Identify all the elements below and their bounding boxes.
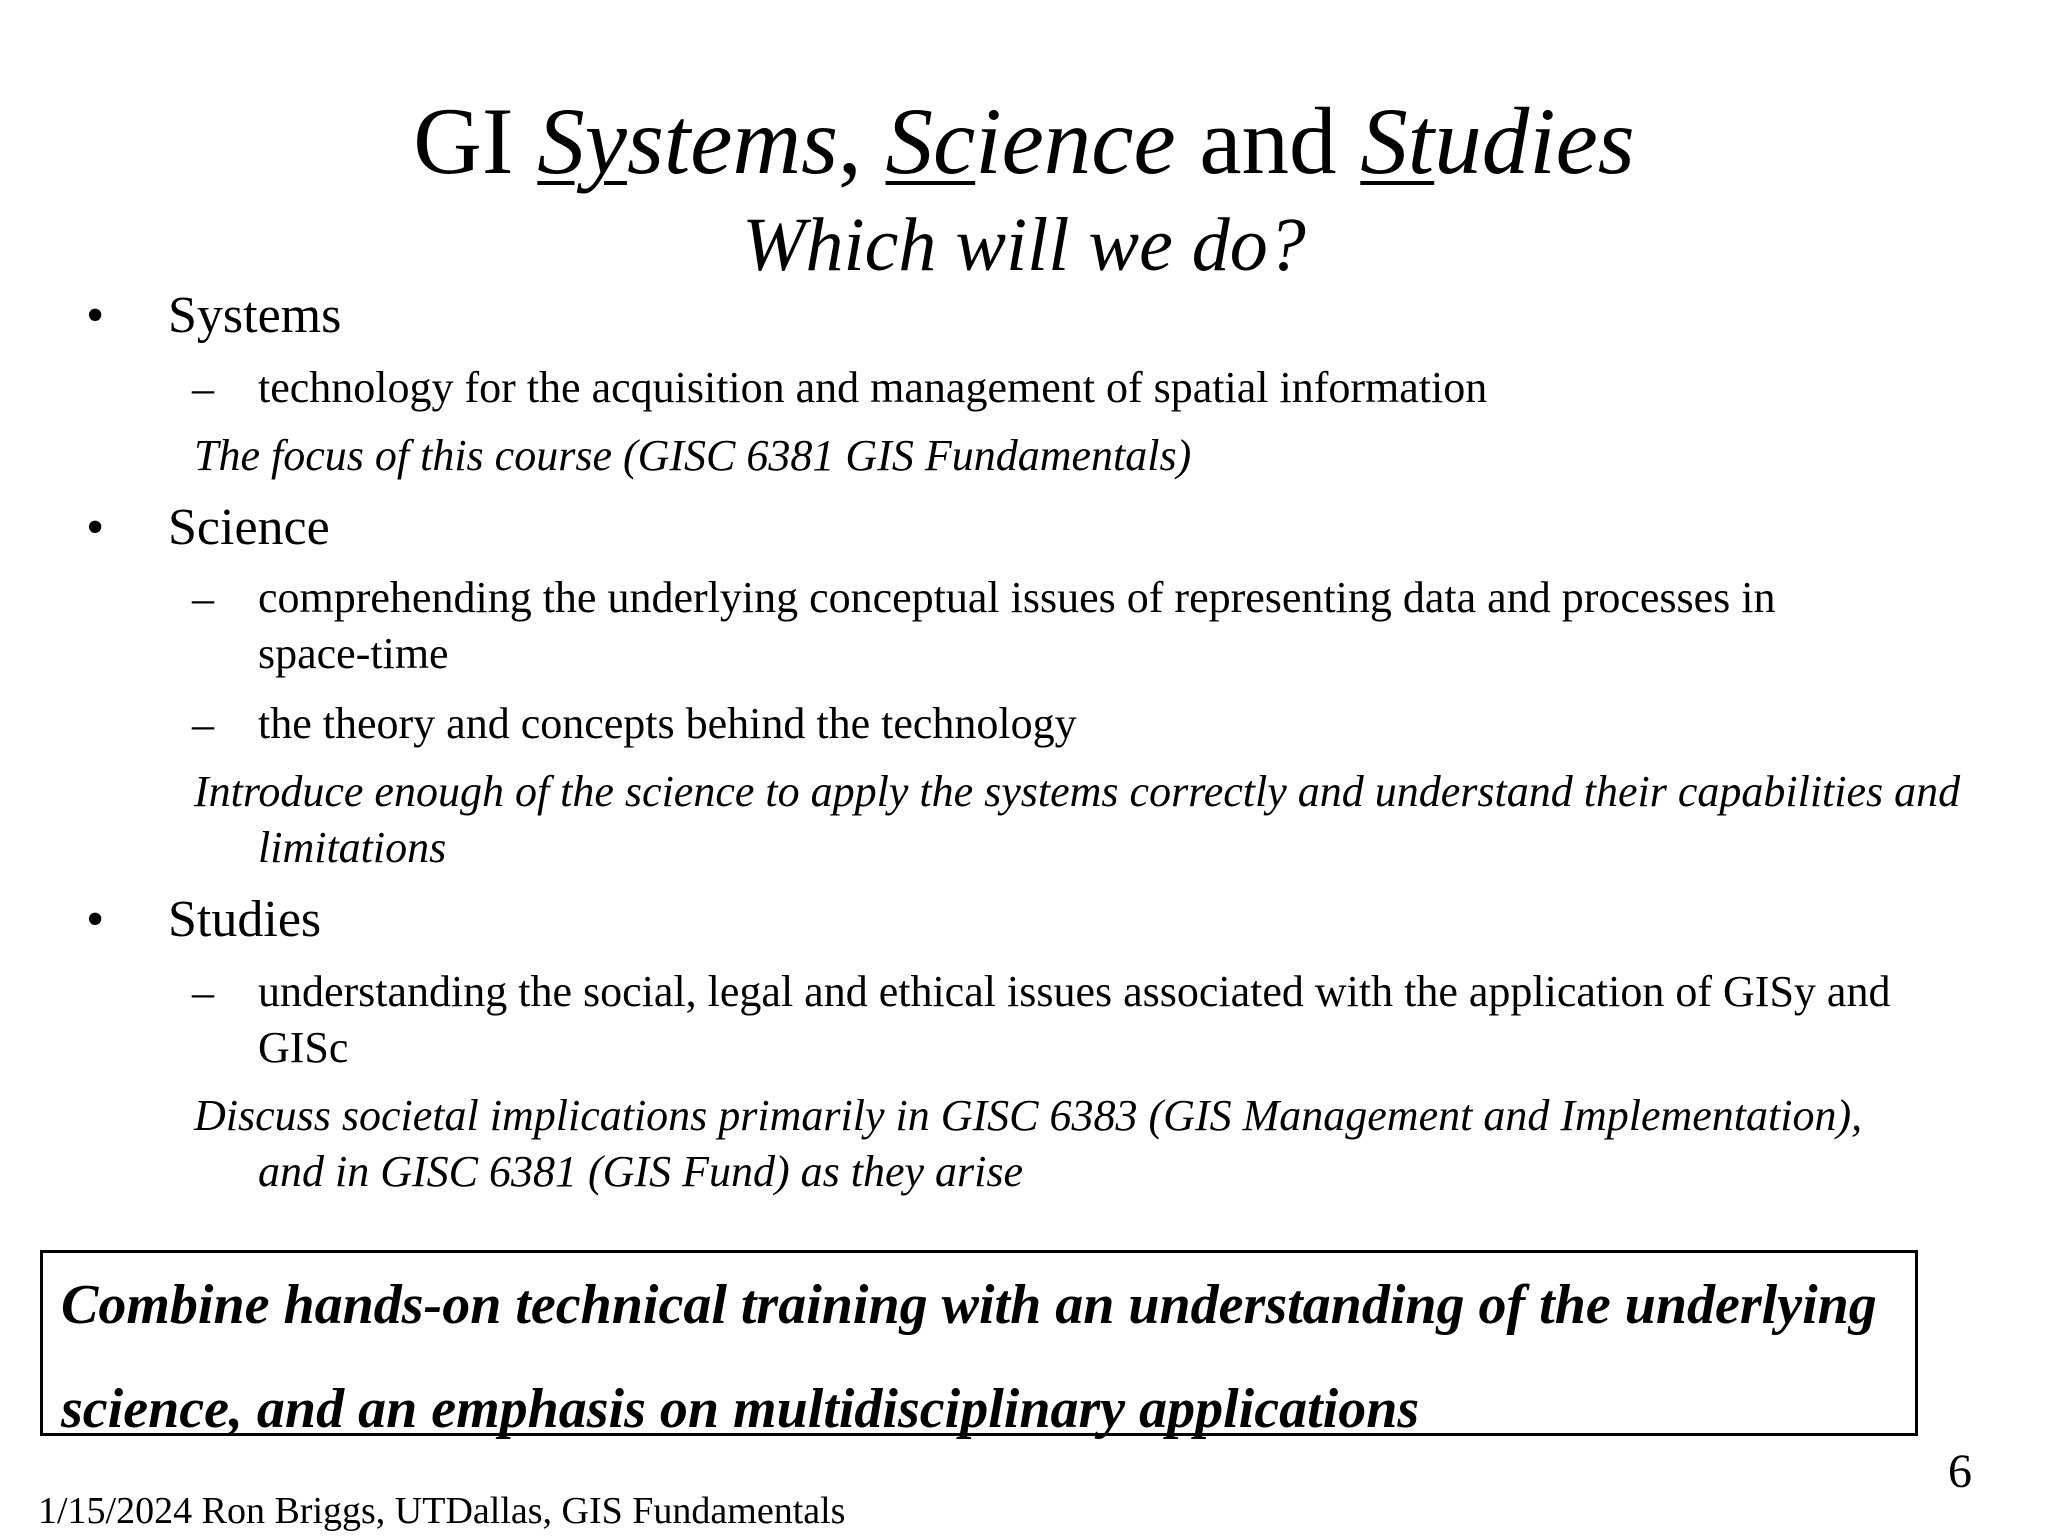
note-science: Introduce enough of the science to apply the systems correctly and understand their capabilities and limitations bbox=[194, 767, 1961, 872]
title-prefix: GI bbox=[413, 88, 538, 194]
title-science-underlined: Sc bbox=[885, 88, 976, 194]
title-systems-underlined: Sy bbox=[537, 88, 627, 194]
slide-footer: 1/15/2024 Ron Briggs, UTDallas, GIS Fundamentals bbox=[38, 1490, 846, 1532]
bullet-marker: • bbox=[86, 891, 105, 948]
slide-title bbox=[0, 86, 2048, 196]
note-systems: The focus of this course (GISC 6381 GIS Fundamentals) bbox=[194, 431, 1192, 480]
subitem-science-2: the theory and concepts behind the technology bbox=[258, 699, 1077, 748]
callout-box bbox=[40, 1250, 1918, 1440]
subitem-systems-1: technology for the acquisition and management of spatial information bbox=[258, 363, 1488, 412]
dash-marker: – bbox=[192, 364, 214, 413]
subitem-studies-1: understanding the social, legal and ethical issues associated with the application of GISy and GISc bbox=[258, 967, 1891, 1072]
bullet-marker: • bbox=[86, 287, 105, 344]
dash-marker: – bbox=[192, 968, 214, 1017]
title-systems-rest: stems bbox=[626, 88, 839, 194]
note-studies: Discuss societal implications primarily in GISC 6383 (GIS Management and Implementation), and in GISC 6381 (GIS Fund) as they arise bbox=[194, 1091, 1863, 1196]
subitem-science-1: comprehending the underlying conceptual issues of representing data and processes in space-time bbox=[258, 573, 1776, 678]
dash-marker: – bbox=[192, 574, 214, 623]
bullet-marker: • bbox=[86, 499, 105, 556]
title-comma: , bbox=[838, 88, 886, 194]
page-number: 6 bbox=[1948, 1445, 1972, 1498]
title-and: and bbox=[1175, 88, 1361, 194]
dash-marker: – bbox=[192, 700, 214, 749]
slide-subtitle: Which will we do? bbox=[742, 203, 1306, 287]
bullet-label-systems: Systems bbox=[168, 287, 342, 344]
title-science-rest: ience bbox=[975, 88, 1176, 194]
bullet-label-science: Science bbox=[168, 499, 330, 556]
title-studies-rest: udies bbox=[1434, 88, 1635, 194]
callout-text: Combine hands-on technical training with an understanding of the underlying science, and an emphasis on multidisciplinary applications bbox=[61, 1274, 1877, 1440]
title-studies-underlined: St bbox=[1360, 88, 1435, 194]
bullet-label-studies: Studies bbox=[168, 891, 322, 948]
